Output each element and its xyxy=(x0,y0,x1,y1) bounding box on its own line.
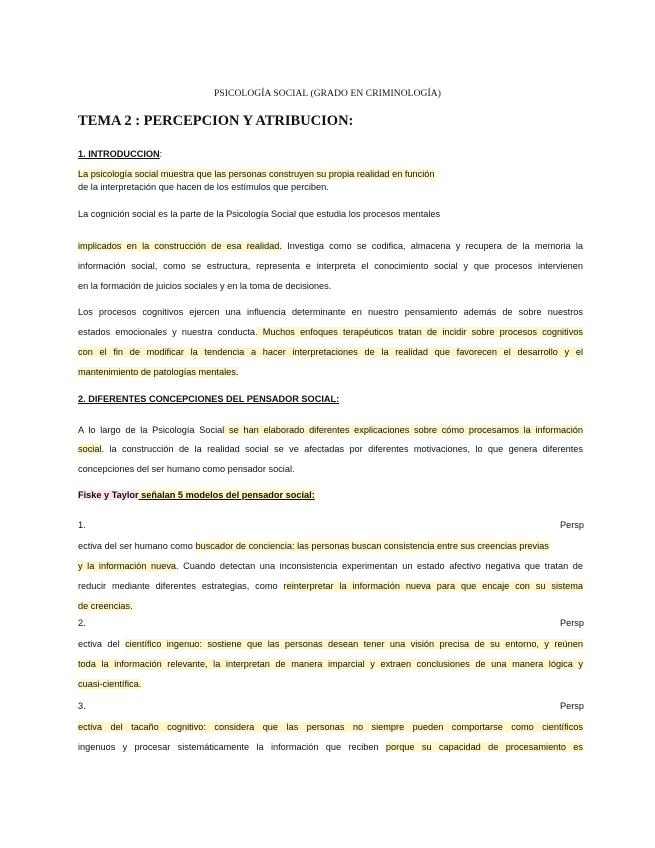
item-1-line-2 xyxy=(78,560,583,572)
fiske-taylor-line xyxy=(78,489,315,501)
models-heading: señalan 5 modelos del pensador social: xyxy=(138,490,315,500)
highlighted-text: cuasi-científica. xyxy=(78,679,142,689)
item-3-number: 3. xyxy=(78,701,86,711)
highlighted-text: La psicología social muestra que las personas construyen su propia realidad en función xyxy=(78,169,435,179)
text: . Cuando detectan una inconsistencia experimentan un estado afectivo negativa que tratan de xyxy=(176,561,583,571)
item-3-line-1 xyxy=(78,721,583,733)
item-1-line-4 xyxy=(78,600,133,612)
highlighted-text: buscador de conciencia: las personas buscan consistencia entre sus creencias previas xyxy=(195,541,549,551)
text: A lo largo de la Psicología Social xyxy=(78,425,225,435)
text: ectiva del xyxy=(78,639,126,649)
item-2-line-2 xyxy=(78,658,583,670)
item-1-persp: Persp xyxy=(560,520,585,530)
processes-line-1: Los procesos cognitivos ejercen una influencia determinante en nuestro pensamiento además de sobre nuestros xyxy=(78,307,583,317)
highlighted-text: Muchos enfoques terapéuticos tratan de incidir sobre procesos cognitivos xyxy=(257,327,583,337)
text: ectiva del ser humano como xyxy=(78,541,196,551)
conceptions-line-3: concepciones del ser humano como pensador social. xyxy=(78,464,295,474)
processes-line-4 xyxy=(78,366,238,378)
heading-colon: : xyxy=(159,149,163,159)
section-1-heading: 1. INTRODUCCION xyxy=(78,149,160,159)
section-2-heading-line xyxy=(78,393,339,405)
text: ingenuos y procesar sistemáticamente la información que reciben xyxy=(78,742,386,752)
highlighted-text: implicados en la construcción de esa realidad. xyxy=(78,241,282,251)
highlighted-text: se han elaborado diferentes explicaciones sobre cómo procesamos la información xyxy=(224,425,583,435)
section-2-heading: 2. DIFERENTES CONCEPCIONES DEL PENSADOR SOCIAL: xyxy=(78,394,340,404)
item-2-persp: Persp xyxy=(560,618,585,628)
text: estados emocionales y nuestra conducta. xyxy=(78,327,258,337)
highlighted-text: ectiva del tacaño cognitivo: considera que las personas no siempre pueden comportarse como científicos xyxy=(78,722,583,732)
cognition-paragraph: La cognición social es la parte de la Psicología Social que estudia los procesos mentales xyxy=(78,209,441,219)
item-1-line-1 xyxy=(78,540,549,552)
text: . la construcción de la realidad social se ve afectadas por diferentes motivaciones, lo que genera diferentes xyxy=(101,444,583,454)
processes-line-3 xyxy=(78,346,583,358)
item-1-number: 1. xyxy=(78,520,86,530)
intro-paragraph-line-2: de la interpretación que hacen de los estímulos que perciben. xyxy=(78,182,329,192)
section-1-heading-line xyxy=(78,148,162,160)
processes-line-2 xyxy=(78,326,583,338)
text: reducir mediante diferentes estrategias, como xyxy=(78,581,284,591)
conceptions-line-2 xyxy=(78,443,583,455)
construction-line-3: en la formación de juicios sociales y en la toma de decisiones. xyxy=(78,281,332,291)
highlighted-text: con el fin de modificar la tendencia a hacer interpretaciones de la realidad que favorecen el desarrollo y el xyxy=(78,347,583,357)
highlighted-text: porque su capacidad de procesamiento es xyxy=(385,742,583,752)
item-3-line-2 xyxy=(78,741,583,753)
item-2-number: 2. xyxy=(78,618,86,628)
highlighted-text: científico ingenuo: sostiene que las personas desean tener una visión precisa de su entorno, y reúnen xyxy=(125,639,583,649)
authors-text: Fiske y Taylor xyxy=(78,490,139,500)
construction-line-1 xyxy=(78,240,583,252)
highlighted-text: y la información nueva xyxy=(78,561,177,571)
highlighted-text: social xyxy=(78,444,102,454)
highlighted-text: mantenimiento de patologías mentales. xyxy=(78,367,239,377)
topic-title: TEMA 2 : PERCEPCION Y ATRIBUCION: xyxy=(78,113,354,129)
item-3-persp: Persp xyxy=(560,701,585,711)
document-header: PSICOLOGÍA SOCIAL (GRADO EN CRIMINOLOGÍA) xyxy=(214,89,441,99)
item-1-line-3 xyxy=(78,580,583,592)
conceptions-line-1 xyxy=(78,424,583,436)
highlighted-text: toda la información relevante, la interpretan de manera imparcial y extraen conclusiones de una manera lógica y xyxy=(78,659,583,669)
highlighted-text: reinterpretar la información nueva para que encaje con su sistema xyxy=(283,581,584,591)
item-2-line-1 xyxy=(78,638,583,650)
text: Investiga como se codifica, almacena y recupera de la memoria la xyxy=(281,241,583,251)
intro-paragraph-line-1 xyxy=(78,168,435,180)
highlighted-text: de creencias. xyxy=(78,601,133,611)
construction-line-2: información social, como se estructura, representa e interpreta el conocimiento social y que procesos intervienen xyxy=(78,261,583,271)
item-2-line-3 xyxy=(78,678,141,690)
